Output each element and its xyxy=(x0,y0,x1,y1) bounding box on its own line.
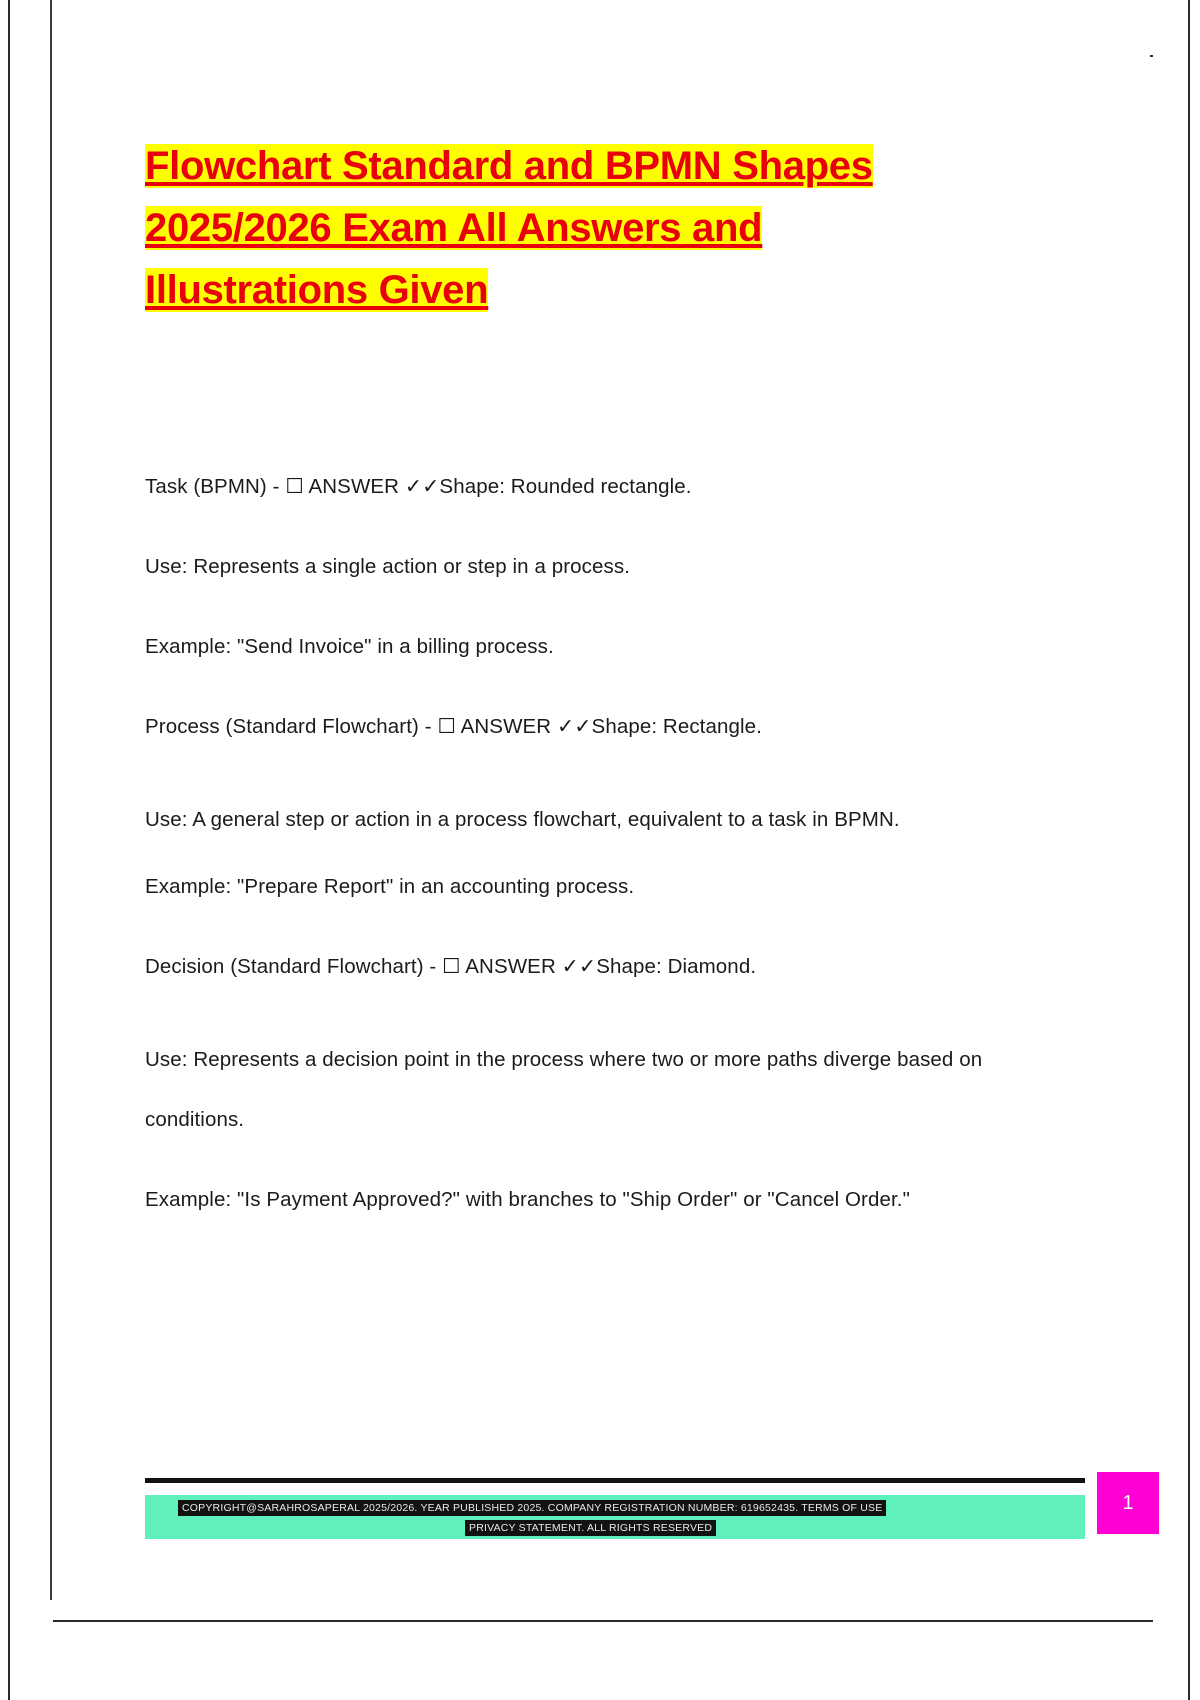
paragraph-decision-example: Example: "Is Payment Approved?" with branches to "Ship Order" or "Cancel Order." xyxy=(145,1188,910,1211)
footer-divider xyxy=(145,1478,1085,1483)
paragraph-process-use: Use: A general step or action in a process flowchart, equivalent to a task in BPMN. xyxy=(145,808,900,831)
document-body xyxy=(145,470,1075,1250)
title-line-1-row xyxy=(145,135,1065,197)
paragraph-decision-use: Use: Represents a decision point in the process where two or more paths diverge based on conditions. xyxy=(145,1048,983,1131)
paragraph-task-use: Use: Represents a single action or step in a process. xyxy=(145,555,631,578)
page-number-badge: 1 xyxy=(1097,1472,1159,1534)
page-bottom-rule xyxy=(53,1620,1153,1622)
paragraph-decision-answer: Decision (Standard Flowchart) - ☐ ANSWER ✓✓Shape: Diamond. xyxy=(145,955,757,978)
title-line-3: Illustrations Given xyxy=(145,268,489,312)
title-line-1: Flowchart Standard and BPMN Shapes xyxy=(145,144,873,188)
paragraph-process-example: Example: "Prepare Report" in an accounting process. xyxy=(145,875,635,898)
page-title xyxy=(145,135,1065,321)
title-line-2-row xyxy=(145,197,1065,259)
sheet-left-margin-rule xyxy=(50,0,52,1600)
scan-edge-line-left xyxy=(8,0,10,1700)
scan-edge-line-right xyxy=(1188,0,1190,1700)
title-line-2: 2025/2026 Exam All Answers and xyxy=(145,206,763,250)
paragraph-process-answer: Process (Standard Flowchart) - ☐ ANSWER ✓✓Shape: Rectangle. xyxy=(145,715,762,738)
paragraph-task-bpmn: Task (BPMN) - ☐ ANSWER ✓✓Shape: Rounded rectangle. xyxy=(145,475,692,498)
paragraph-task-example: Example: "Send Invoice" in a billing process. xyxy=(145,635,554,658)
footer-privacy-line: PRIVACY STATEMENT. ALL RIGHTS RESERVED xyxy=(465,1520,716,1536)
footer-copyright-line: COPYRIGHT@SARAHROSAPERAL 2025/2026. YEAR PUBLISHED 2025. COMPANY REGISTRATION NUMBER: 619652435. TERMS OF USE xyxy=(178,1500,886,1516)
title-line-3-row xyxy=(145,259,1065,321)
